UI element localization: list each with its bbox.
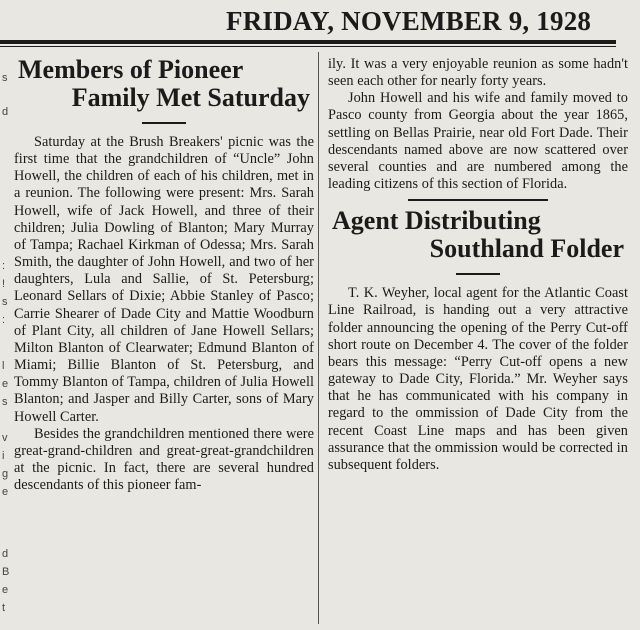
margin-fragment: l [2, 360, 5, 372]
dateline: FRIDAY, NOVEMBER 9, 1928 [226, 6, 592, 36]
masthead-rule [0, 40, 616, 44]
right-column [328, 56, 628, 474]
margin-fragment: v [2, 432, 8, 444]
headline-rule [456, 273, 500, 275]
article1-paragraph1: Saturday at the Brush Breakers' picnic was the first time that the grandchildren of “Uncle” John Howell, the children of each of his children, met in a reunion. The following were present: Mrs. Sarah Howell, wife of Jack Howell, and three of their children; Julia Dowling of Blanton; Mary Murray of Tampa; Rachael Kirkman of Odessa; Mrs. Sarah Smith, the daughter of John Howell, and two of her daughters, Lula and Sallie, of St. Petersburg; Leonard Sellars of Dixie; Abbie Stanley of Pasco; Carrie Shearer of Dade City and Mattie Woodburn of Plant City, all children of Jane Howell Sellars; Milton Blanton of Clearwater; Edmund Blanton of Miami; Billie Blanton of St. Petersburg, and Tommy Blanton of Tampa, children of Julia Howell Blanton; and Jasper and Billy Carter, sons of Mary Howell Carter. [14, 134, 314, 425]
margin-fragment: ! [2, 278, 6, 290]
margin-fragment: e [2, 486, 9, 498]
article2-paragraph1: T. K. Weyher, local agent for the Atlantic Coast Line Railroad, is handing out a very attractive folder announcing the opening of the Perry Cut-off short route on December 4. The cover of the folder bears this message: “Perry Cut-off opens a new gateway to Dade City, Florida.” Mr. Weyher says that he has communicated with his company in regard to the ommission of Dade City from the recent Coast Line maps and has been given assurance that the ommission would be corrected in subsequent folders. [328, 285, 628, 473]
article1-paragraph3: John Howell and his wife and family moved to Pasco county from Georgia about the year 1865, settling on Bellas Prairie, near old Fort Dade. Their descendants named above are now scattered over several counties and are numbered among the leading citizens of this section of Florida. [328, 90, 628, 193]
margin-fragment: s [2, 72, 8, 84]
column-divider [318, 52, 319, 624]
margin-fragment: d [2, 548, 9, 560]
article2-headline-line1: Agent Distributing [332, 206, 541, 236]
headline-rule [142, 122, 186, 124]
margin-fragment: : [2, 314, 6, 326]
margin-fragment: g [2, 468, 9, 480]
article1-continuation: ily. It was a very enjoyable reunion as some hadn't seen each other for nearly forty years. [328, 56, 628, 90]
margin-fragment: e [2, 378, 9, 390]
article1-headline-line2: Family Met Saturday [71, 83, 310, 112]
margin-fragment: e [2, 584, 9, 596]
article2-headline-line2: Southland Folder [429, 234, 624, 264]
article-separator-rule [408, 199, 548, 201]
margin-fragment: i [2, 450, 5, 462]
margin-fragment: B [2, 566, 10, 578]
margin-fragment: s [2, 396, 8, 408]
margin-fragment: d [2, 106, 9, 118]
masthead-rule-thin [0, 46, 616, 47]
margin-fragment: : [2, 260, 6, 272]
margin-fragment: s [2, 296, 8, 308]
left-margin-fragments [2, 60, 10, 620]
article1-paragraph2: Besides the grandchildren mentioned there were great-grand-children and great-great-grandchildren at the picnic. In fact, there are several hundred descendants of this pioneer fam- [14, 425, 314, 494]
article1-headline-line1: Members of Pioneer [18, 55, 244, 84]
margin-fragment: t [2, 602, 6, 614]
left-column [14, 56, 314, 494]
